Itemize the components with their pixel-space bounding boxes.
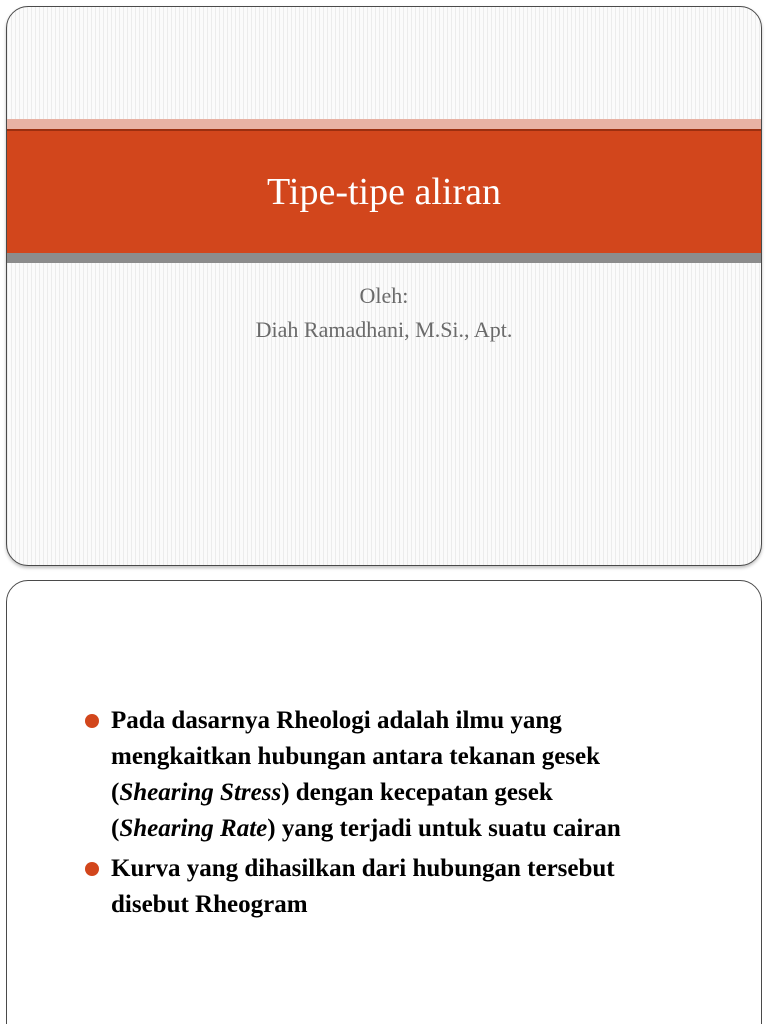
bullet-dot-icon: [85, 862, 99, 876]
content-slide: [6, 580, 762, 1024]
slide-subtitle: [7, 279, 761, 347]
bullet-line: [111, 811, 762, 847]
subtitle-by-label: Oleh:: [359, 283, 409, 308]
bullet-line: mengkaitkan hubungan antara tekanan gesek: [111, 743, 601, 770]
subtitle-author: Diah Ramadhani, M.Si., Apt.: [255, 317, 513, 342]
title-band-bottom-stripe: [7, 253, 761, 263]
bullet-dot-icon: [85, 714, 99, 728]
paren-open: (: [111, 815, 120, 842]
bullet-text: ) yang terjadi untuk suatu cairan: [267, 815, 621, 842]
bullet-item-rheology-definition: [83, 703, 762, 847]
bullet-text: ) dengan kecepatan gesek: [281, 779, 553, 806]
term-shearing-rate: Shearing Rate: [119, 815, 268, 842]
bullet-line: Pada dasarnya Rheologi adalah ilmu yang: [111, 707, 562, 734]
title-slide: [6, 6, 762, 566]
paren-open: (: [111, 779, 120, 806]
bullet-line: Kurva yang dihasilkan dari hubungan tersebut: [111, 855, 615, 882]
title-band-top-stripe: [7, 119, 761, 129]
bullet-item-rheogram: [83, 851, 762, 923]
title-band: [7, 131, 761, 253]
bullet-list: [83, 703, 762, 927]
slide-title: Tipe-tipe aliran: [267, 171, 501, 213]
bullet-line: [111, 775, 762, 811]
term-shearing-stress: Shearing Stress: [119, 779, 282, 806]
bullet-line: disebut Rheogram: [111, 891, 308, 918]
